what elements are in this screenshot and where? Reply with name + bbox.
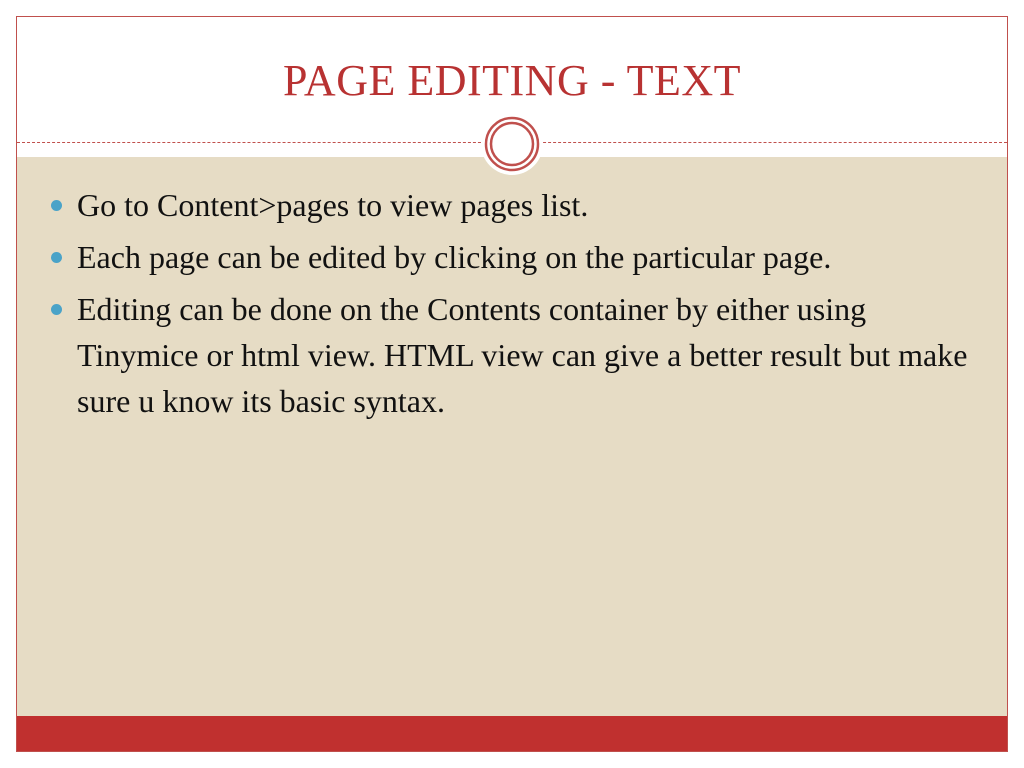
bullet-list [47, 182, 977, 430]
slide [16, 16, 1008, 752]
bullet-dot-icon [51, 252, 62, 263]
bullet-dot-icon [51, 200, 62, 211]
slide-title: PAGE EDITING - TEXT [282, 56, 741, 105]
bullet-item [47, 286, 977, 424]
bullet-text: Editing can be done on the Contents container by either using Tinymice or html view. HTML view can give a better result but make sure u know its basic syntax. [77, 291, 968, 419]
bullet-text: Go to Content>pages to view pages list. [77, 187, 589, 223]
bullet-dot-icon [51, 304, 62, 315]
bullet-item [47, 234, 977, 280]
bullet-item [47, 182, 977, 228]
circle-ornament-icon [480, 112, 544, 176]
bullet-text: Each page can be edited by clicking on the particular page. [77, 239, 832, 275]
footer-bar [17, 716, 1007, 751]
